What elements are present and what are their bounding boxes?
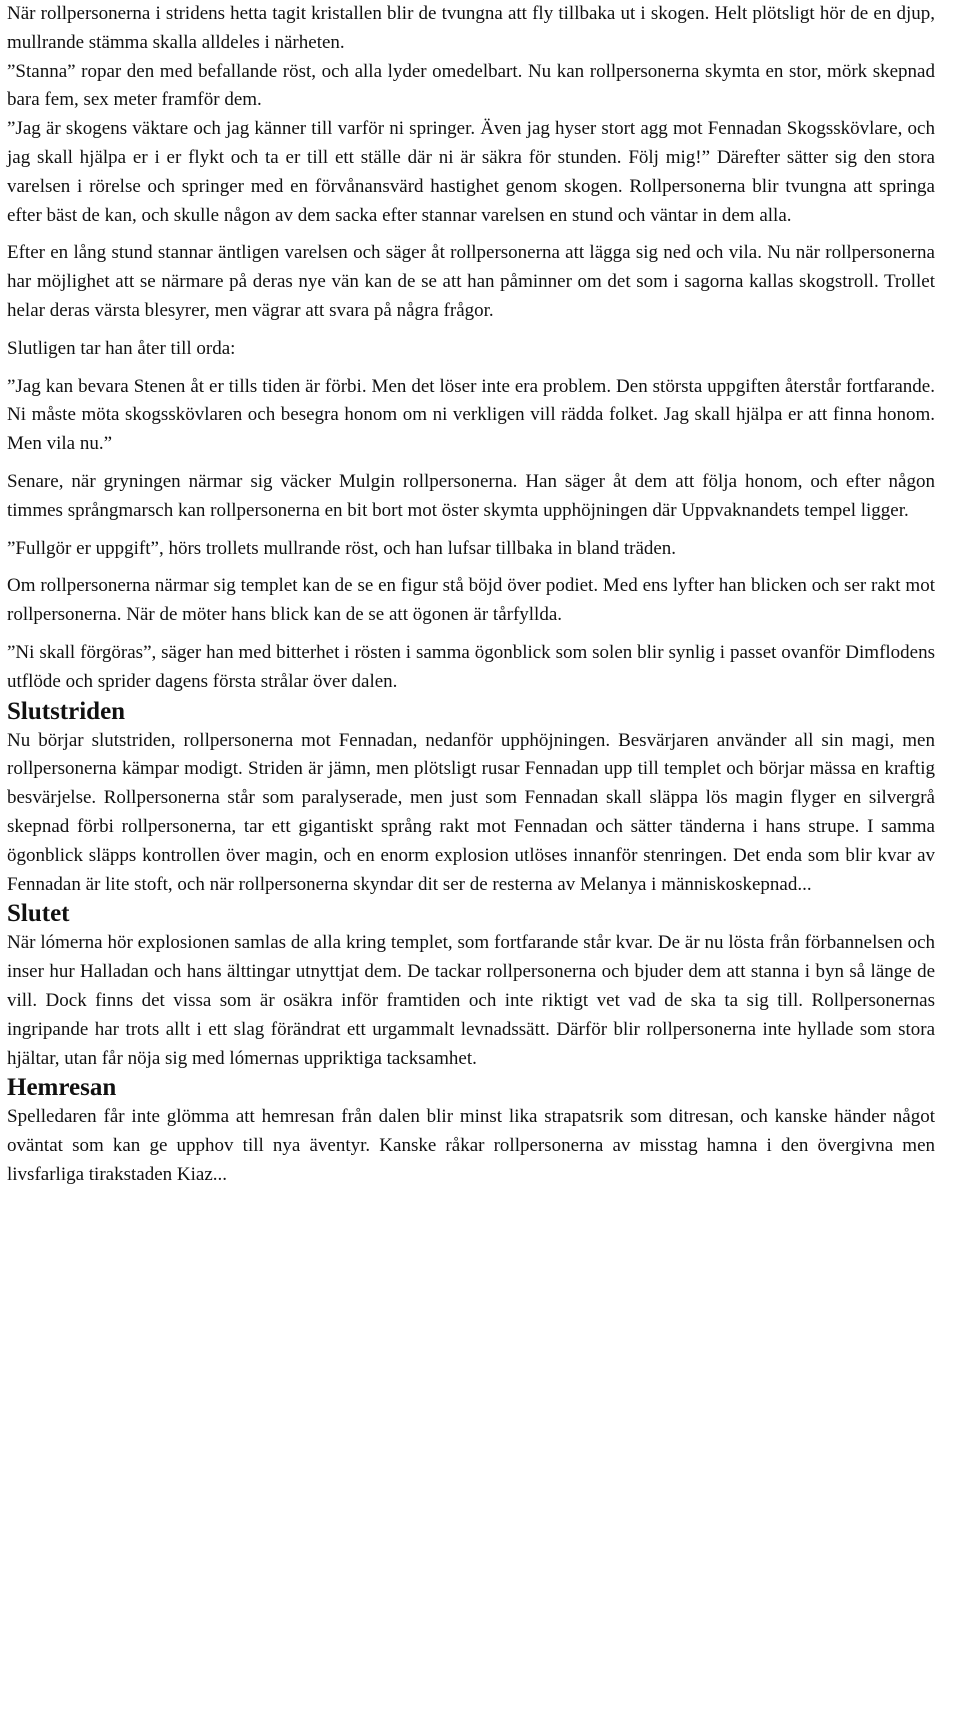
section-heading-slutstriden: Slutstriden	[7, 697, 126, 725]
intro-paragraph-9: Om rollpersonerna närmar sig templet kan de se en figur stå böjd över podiet. Med ens lyfter han blicken och ser rakt mot rollpersonerna. När de möter hans blick kan de se att ögonen är tårfyllda.	[7, 575, 935, 626]
intro-paragraph-6: ”Jag kan bevara Stenen åt er tills tiden är förbi. Men det löser inte era problem. Den största uppgiften återstår fortfarande. Ni måste möta skogsskövlaren och besegra honom om ni verkligen vill rädda folket. Jag skall hjälpa er att finna honom. Men vila nu.”	[7, 375, 935, 455]
section-heading-hemresan: Hemresan	[7, 1074, 117, 1102]
intro-paragraph-10: ”Ni skall förgöras”, säger han med bitterhet i rösten i samma ögonblick som solen blir synlig i passet ovanför Dimflodens utflöde och sprider dagens första strålar över dalen.	[7, 641, 935, 692]
slutstriden-paragraph: Nu börjar slutstriden, rollpersonerna mot Fennadan, nedanför upphöjningen. Besvärjaren använder all sin magi, men rollpersonerna kämpar modigt. Striden är jämn, men plötsligt rusar Fennadan upp till templet och börjar mässa en kraftig besvärjelse. Rollpersonerna står som paralyserade, men just som Fennadan skall släppa lös magin flyger en silvergrå skepnad förbi rollpersonerna, tar ett gigantiskt språng rakt mot Fennadan och sätter tänderna i hans strupe. I samma ögonblick släpps kontrollen över magin, och en enorm explosion utlöses innanför stenringen. Det enda som blir kvar av Fennadan är lite stoft, och när rollpersonerna skyndar dit ser de resterna av Melanya i människoskepnad...	[7, 729, 935, 895]
slutet-paragraph: När lómerna hör explosionen samlas de alla kring templet, som fortfarande står kvar. De är nu lösta från förbannelsen och inser hur Halladan och hans älttingar utnyttjat dem. De tackar rollpersonerna och bjuder dem att stanna i byn så länge de vill. Dock finns det vissa som är osäkra inför framtiden och inte riktigt vet vad de ska ta sig till. Rollpersonernas ingripande har trots allt i ett slag förändrat ett urgammalt levnadssätt. Därför blir rollpersonerna inte hyllade som stora hjältar, utan får nöja sig med lómernas uppriktiga tacksamhet.	[7, 932, 935, 1069]
intro-paragraph-2: ”Stanna” ropar den med befallande röst, och alla lyder omedelbart. Nu kan rollpersonerna skymta en stor, mörk skepnad bara fem, sex meter framför dem.	[7, 60, 935, 111]
intro-paragraph-4: Efter en lång stund stannar äntligen varelsen och säger åt rollpersonerna att lägga sig ned och vila. Nu när rollpersonerna har möjlighet att se närmare på deras nye vän kan de se att han påminner om det som i sagorna kallas skogstroll. Trollet helar deras värsta blesyrer, men vägrar att svara på några frågor.	[7, 242, 935, 321]
intro-paragraph-1: När rollpersonerna i stridens hetta tagit kristallen blir de tvungna att fly tillbaka ut i skogen. Helt plötsligt hör de en djup, mullrande stämma skalla alldeles i närheten.	[7, 3, 935, 53]
intro-paragraph-8: ”Fullgör er uppgift”, hörs trollets mullrande röst, och han lufsar tillbaka in bland träden.	[7, 537, 677, 559]
section-heading-slutet: Slutet	[7, 900, 70, 928]
intro-paragraph-3: ”Jag är skogens väktare och jag känner till varför ni springer. Även jag hyser stort agg mot Fennadan Skogsskövlare, och jag skall hjälpa er i er flykt och ta er till ett ställe där ni är säkra för stunden. Följ mig!” Därefter sätter sig den stora varelsen i rörelse och springer med en förvånansvärd hastighet genom skogen. Rollpersonerna blir tvungna att springa efter bäst de kan, och skulle någon av dem sacka efter stannar varelsen en stund och väntar in dem alla.	[7, 118, 935, 226]
intro-paragraph-5: Slutligen tar han åter till orda:	[7, 337, 236, 359]
hemresan-paragraph: Spelledaren får inte glömma att hemresan från dalen blir minst lika strapatsrik som ditresan, och kanske händer något oväntat som kan ge upphov till nya äventyr. Kanske råkar rollpersonerna av misstag hamna i den övergivna men livsfarliga tirakstaden Kiaz...	[7, 1106, 935, 1185]
intro-paragraph-7: Senare, när gryningen närmar sig väcker Mulgin rollpersonerna. Han säger åt dem att följa honom, och efter någon timmes språngmarsch kan rollpersonerna en bit bort mot öster skymta upphöjningen där Uppvaknandets tempel ligger.	[7, 470, 935, 521]
